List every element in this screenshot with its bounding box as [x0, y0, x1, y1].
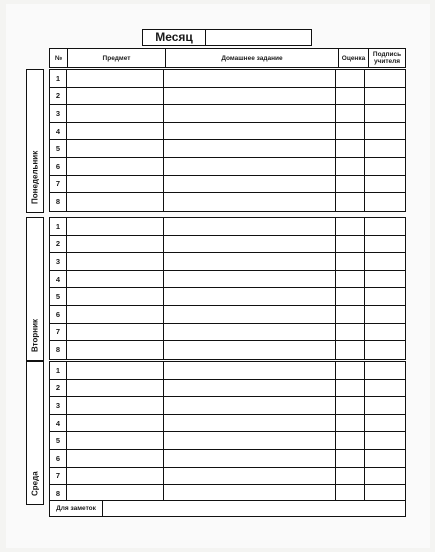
- lesson-row: [50, 70, 405, 88]
- homework-cell[interactable]: [164, 218, 336, 235]
- lesson-number: 4: [50, 271, 67, 288]
- grade-cell[interactable]: [336, 380, 365, 397]
- homework-cell[interactable]: [164, 362, 336, 379]
- subject-cell[interactable]: [67, 158, 164, 175]
- lesson-row: [50, 123, 405, 141]
- signature-cell[interactable]: [365, 70, 405, 87]
- lesson-number: 7: [50, 468, 67, 485]
- homework-cell[interactable]: [164, 253, 336, 270]
- homework-cell[interactable]: [164, 450, 336, 467]
- day-table: [49, 361, 406, 504]
- signature-cell[interactable]: [365, 253, 405, 270]
- month-label: Месяц: [143, 30, 206, 45]
- homework-cell[interactable]: [164, 176, 336, 193]
- lesson-number: 1: [50, 70, 67, 87]
- subject-cell[interactable]: [67, 140, 164, 157]
- homework-cell[interactable]: [164, 415, 336, 432]
- signature-cell[interactable]: [365, 468, 405, 485]
- signature-cell[interactable]: [365, 236, 405, 253]
- lesson-row: [50, 380, 405, 398]
- header-signature: Подпись учителя: [372, 51, 402, 65]
- subject-cell[interactable]: [67, 380, 164, 397]
- subject-cell[interactable]: [67, 288, 164, 305]
- homework-cell[interactable]: [164, 397, 336, 414]
- grade-cell[interactable]: [336, 468, 365, 485]
- homework-cell[interactable]: [164, 288, 336, 305]
- day-block: [26, 361, 406, 505]
- signature-cell[interactable]: [365, 271, 405, 288]
- day-name: Вторник: [30, 318, 40, 352]
- day-name: Понедельник: [30, 150, 40, 204]
- homework-cell[interactable]: [164, 88, 336, 105]
- signature-cell[interactable]: [365, 432, 405, 449]
- lesson-row: [50, 193, 405, 211]
- lesson-row: [50, 105, 405, 123]
- subject-cell[interactable]: [67, 306, 164, 323]
- signature-cell[interactable]: [365, 158, 405, 175]
- grade-cell[interactable]: [336, 324, 365, 341]
- lesson-row: [50, 306, 405, 324]
- lesson-number: 6: [50, 158, 67, 175]
- subject-cell[interactable]: [67, 432, 164, 449]
- signature-cell[interactable]: [365, 380, 405, 397]
- subject-cell[interactable]: [67, 70, 164, 87]
- subject-cell[interactable]: [67, 176, 164, 193]
- lesson-number: 2: [50, 88, 67, 105]
- grade-cell[interactable]: [336, 140, 365, 157]
- lesson-number: 3: [50, 105, 67, 122]
- grade-cell[interactable]: [336, 450, 365, 467]
- signature-cell[interactable]: [365, 176, 405, 193]
- homework-cell[interactable]: [164, 123, 336, 140]
- homework-cell[interactable]: [164, 306, 336, 323]
- lesson-row: [50, 140, 405, 158]
- signature-cell[interactable]: [365, 288, 405, 305]
- lesson-row: [50, 397, 405, 415]
- lesson-number: 2: [50, 236, 67, 253]
- day-label-box: [26, 217, 44, 361]
- lesson-number: 5: [50, 140, 67, 157]
- subject-cell[interactable]: [67, 415, 164, 432]
- signature-cell[interactable]: [365, 88, 405, 105]
- homework-cell[interactable]: [164, 271, 336, 288]
- signature-cell[interactable]: [365, 397, 405, 414]
- header-subject: Предмет: [68, 49, 166, 67]
- subject-cell[interactable]: [67, 271, 164, 288]
- grade-cell[interactable]: [336, 306, 365, 323]
- lesson-number: 5: [50, 432, 67, 449]
- subject-cell[interactable]: [67, 450, 164, 467]
- homework-cell[interactable]: [164, 432, 336, 449]
- subject-cell[interactable]: [67, 324, 164, 341]
- subject-cell[interactable]: [67, 468, 164, 485]
- homework-cell[interactable]: [164, 158, 336, 175]
- grade-cell[interactable]: [336, 432, 365, 449]
- subject-cell[interactable]: [67, 123, 164, 140]
- lesson-row: [50, 236, 405, 254]
- lesson-row: [50, 176, 405, 194]
- subject-cell[interactable]: [67, 88, 164, 105]
- lesson-number: 7: [50, 176, 67, 193]
- lesson-number: 6: [50, 306, 67, 323]
- day-label-box: [26, 361, 44, 505]
- header-number: №: [50, 49, 68, 67]
- signature-cell[interactable]: [365, 341, 405, 359]
- table-header: [49, 48, 406, 68]
- lesson-number: 4: [50, 415, 67, 432]
- day-block: [26, 217, 406, 361]
- lesson-row: [50, 362, 405, 380]
- lesson-row: [50, 288, 405, 306]
- subject-cell[interactable]: [67, 193, 164, 211]
- month-field[interactable]: [206, 30, 311, 45]
- grade-cell[interactable]: [336, 193, 365, 211]
- homework-cell[interactable]: [164, 140, 336, 157]
- subject-cell[interactable]: [67, 236, 164, 253]
- subject-cell[interactable]: [67, 397, 164, 414]
- signature-cell[interactable]: [365, 450, 405, 467]
- grade-cell[interactable]: [336, 253, 365, 270]
- grade-cell[interactable]: [336, 415, 365, 432]
- signature-cell[interactable]: [365, 123, 405, 140]
- homework-cell[interactable]: [164, 70, 336, 87]
- signature-cell[interactable]: [365, 324, 405, 341]
- lesson-number: 2: [50, 380, 67, 397]
- lesson-number: 4: [50, 123, 67, 140]
- grade-cell[interactable]: [336, 362, 365, 379]
- homework-cell[interactable]: [164, 468, 336, 485]
- lesson-number: 8: [50, 485, 67, 503]
- grade-cell[interactable]: [336, 341, 365, 359]
- homework-cell[interactable]: [164, 105, 336, 122]
- grade-cell[interactable]: [336, 123, 365, 140]
- homework-cell[interactable]: [164, 324, 336, 341]
- lesson-number: 8: [50, 341, 67, 359]
- signature-cell[interactable]: [365, 306, 405, 323]
- lesson-number: 3: [50, 253, 67, 270]
- lesson-number: 8: [50, 193, 67, 211]
- day-block: [26, 69, 406, 213]
- lesson-number: 1: [50, 218, 67, 235]
- day-label-box: [26, 69, 44, 213]
- subject-cell[interactable]: [67, 218, 164, 235]
- lesson-row: [50, 450, 405, 468]
- homework-cell[interactable]: [164, 380, 336, 397]
- notes-field[interactable]: [103, 501, 405, 516]
- homework-cell[interactable]: [164, 341, 336, 359]
- header-grade: Оценка: [339, 49, 369, 67]
- signature-cell[interactable]: [365, 415, 405, 432]
- homework-cell[interactable]: [164, 236, 336, 253]
- lesson-row: [50, 415, 405, 433]
- grade-cell[interactable]: [336, 105, 365, 122]
- notes-label: Для заметок: [50, 501, 103, 516]
- lesson-row: [50, 432, 405, 450]
- grade-cell[interactable]: [336, 218, 365, 235]
- grade-cell[interactable]: [336, 288, 365, 305]
- lesson-number: 1: [50, 362, 67, 379]
- lesson-row: [50, 271, 405, 289]
- lesson-row: [50, 218, 405, 236]
- grade-cell[interactable]: [336, 236, 365, 253]
- lesson-row: [50, 88, 405, 106]
- grade-cell[interactable]: [336, 176, 365, 193]
- lesson-row: [50, 158, 405, 176]
- grade-cell[interactable]: [336, 397, 365, 414]
- signature-cell[interactable]: [365, 105, 405, 122]
- grade-cell[interactable]: [336, 271, 365, 288]
- lesson-row: [50, 324, 405, 342]
- header-homework: Домашнее задание: [166, 49, 339, 67]
- subject-cell[interactable]: [67, 362, 164, 379]
- day-table: [49, 217, 406, 360]
- lesson-row: [50, 468, 405, 486]
- lesson-number: 7: [50, 324, 67, 341]
- lesson-row: [50, 341, 405, 359]
- month-box: [142, 29, 312, 46]
- signature-cell[interactable]: [365, 193, 405, 211]
- signature-cell[interactable]: [365, 362, 405, 379]
- subject-cell[interactable]: [67, 253, 164, 270]
- subject-cell[interactable]: [67, 341, 164, 359]
- grade-cell[interactable]: [336, 70, 365, 87]
- day-name: Среда: [30, 471, 40, 496]
- day-table: [49, 69, 406, 212]
- signature-cell[interactable]: [365, 218, 405, 235]
- grade-cell[interactable]: [336, 158, 365, 175]
- homework-cell[interactable]: [164, 193, 336, 211]
- lesson-number: 6: [50, 450, 67, 467]
- lesson-number: 5: [50, 288, 67, 305]
- lesson-number: 3: [50, 397, 67, 414]
- signature-cell[interactable]: [365, 140, 405, 157]
- grade-cell[interactable]: [336, 88, 365, 105]
- subject-cell[interactable]: [67, 105, 164, 122]
- lesson-row: [50, 253, 405, 271]
- notes-row: [49, 500, 406, 517]
